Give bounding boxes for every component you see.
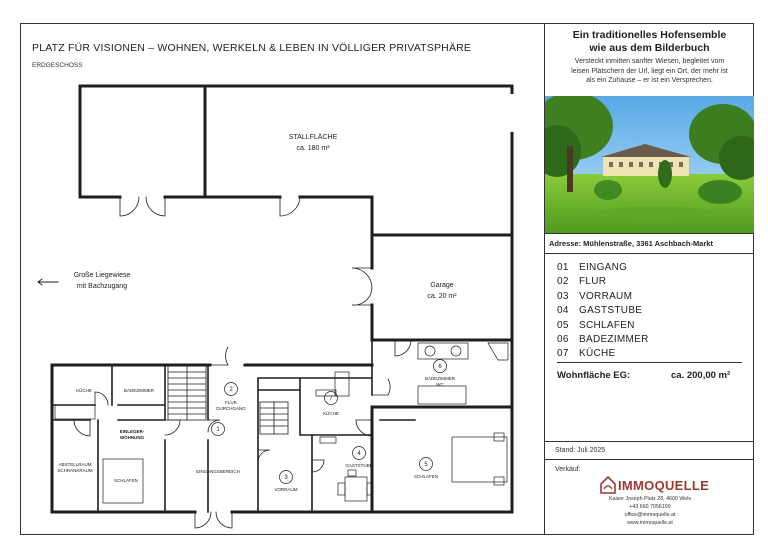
- area-rule: [557, 362, 742, 363]
- room-7-label: KÜCHE: [323, 411, 339, 416]
- description-line-1: Versteckt inmitten sanfter Wiesen, begleitet vom: [574, 58, 725, 65]
- sidebar-title: [545, 29, 754, 55]
- room-4-number: 4: [357, 451, 361, 457]
- page-headline: PLATZ FÜR VISIONEN – WOHNEN, WERKELN & LEBEN IN VÖLLIGER PRIVATSPHÄRE: [32, 42, 472, 54]
- list-item: [557, 304, 649, 318]
- address-rule: [545, 253, 754, 254]
- contact-email[interactable]: office@immoquelle.at: [624, 512, 676, 518]
- sidebar-title-line-1: Ein traditionelles Hofensemble: [572, 29, 727, 41]
- room-list-name: VORRAUM: [579, 290, 633, 302]
- room-list-name: FLUR: [579, 276, 607, 288]
- verkauf-label: Verkauf:: [555, 466, 581, 473]
- list-item: [557, 347, 649, 361]
- meadow-label-2: mit Bachzugang: [76, 283, 128, 290]
- contact-address: Kaiser Joseph Platz 28, 4600 Wels: [608, 496, 692, 502]
- room-6-label-1: BADEZIMMER: [424, 376, 456, 381]
- room-list-name: EINGANG: [579, 262, 628, 273]
- room-list-number: 04: [557, 305, 569, 317]
- list-item: [557, 261, 649, 275]
- schlafen-small-label: SCHLAFEN: [113, 478, 139, 483]
- info-sidebar: [545, 23, 754, 535]
- floor-plan: [20, 70, 520, 530]
- description-line-2: leisen Plätschern der Url, liegt ein Ort, der mehr ist: [571, 67, 728, 75]
- living-area-value: ca. 200,00 m²: [671, 370, 731, 381]
- sidebar-title-line-2: wie aus dem Bilderbuch: [589, 42, 710, 54]
- photo-bottom-rule: [545, 233, 754, 234]
- stand-date: Stand: Juli 2025: [555, 447, 606, 454]
- room-list-number: 06: [557, 334, 569, 346]
- room-3-label: VORRAUM: [274, 487, 298, 492]
- photo-top-rule: [545, 23, 754, 24]
- meadow-arrow: [38, 279, 58, 285]
- room-3-number: 3: [284, 475, 288, 481]
- room-list-name: KÜCHE: [579, 348, 616, 360]
- room-list-number: 03: [557, 290, 569, 302]
- property-photo: [545, 96, 754, 233]
- room-5-label: SCHLAFEN: [413, 474, 439, 479]
- room-list-name: BADEZIMMER: [579, 334, 649, 346]
- list-item: [557, 290, 649, 304]
- meadow-label-1: Große Liegewiese: [73, 272, 131, 279]
- address: Adresse: Mühlenstraße, 3361 Aschbach-Markt: [549, 239, 713, 248]
- living-area-label: Wohnfläche EG:: [557, 370, 631, 381]
- room-list-name: GASTSTUBE: [579, 305, 643, 317]
- room-4-label: GASTSTUBE: [345, 463, 373, 468]
- contact-block: [575, 495, 725, 527]
- stairs-1: [168, 366, 206, 420]
- room-1-number: 1: [216, 427, 220, 433]
- description-line-3: als ein Zuhause – er ist ein Versprechen.: [586, 77, 713, 84]
- brand-mark-icon: [600, 476, 616, 494]
- garage-title: Garage: [430, 282, 454, 289]
- stairs-2: [260, 402, 288, 434]
- contact-phone[interactable]: +43 660 7056199: [629, 504, 671, 510]
- floor-label: ERDGESCHOSS: [32, 62, 83, 69]
- room-6-number: 6: [438, 364, 442, 370]
- room-6-label-2: WC: [436, 382, 444, 387]
- room-list-number: 01: [557, 262, 569, 273]
- contact-website[interactable]: www.immoquelle.at: [627, 520, 673, 526]
- einlieger-label-2: WOHNUNG: [119, 435, 145, 440]
- abstell-label-2: SCHRANKRAUM: [57, 468, 93, 473]
- stall-walls: [80, 86, 512, 235]
- room-2-label-1: FLUR: [225, 400, 237, 405]
- stall-area: ca. 180 m²: [296, 145, 330, 152]
- verkauf-rule: [545, 459, 754, 460]
- room-list-name: SCHLAFEN: [579, 319, 635, 331]
- stand-rule: [545, 441, 754, 442]
- stall-title: STALLFLÄCHE: [288, 134, 338, 141]
- room-list-number: 02: [557, 276, 569, 288]
- sidebar-description: [551, 57, 748, 86]
- room-7-number: 7: [329, 396, 333, 402]
- list-item: [557, 275, 649, 289]
- room-2-label-2: DURCHGANG: [216, 406, 246, 411]
- room-5-number: 5: [424, 462, 428, 468]
- brand-logo-text: IMMOQUELLE: [618, 478, 710, 493]
- room-list-number: 07: [557, 348, 569, 360]
- farmhouse-illustration: [545, 96, 754, 233]
- brand-logo: [600, 475, 720, 497]
- einlieger-label-1: EINLEGER-: [119, 429, 145, 434]
- abstell-label-1: ABSTELLRAUM: [58, 462, 92, 467]
- list-item: [557, 333, 649, 347]
- list-item: [557, 319, 649, 333]
- room-2-number: 2: [229, 387, 233, 393]
- room-list-number: 05: [557, 319, 569, 331]
- room-list: [557, 261, 649, 362]
- kueche-small-label: KÜCHE: [76, 388, 92, 393]
- room-1-label: EINGANGSBEREICH: [196, 469, 240, 474]
- badezimmer-small-label: BADEZIMMER: [123, 388, 155, 393]
- garage-area: ca. 20 m²: [427, 293, 457, 300]
